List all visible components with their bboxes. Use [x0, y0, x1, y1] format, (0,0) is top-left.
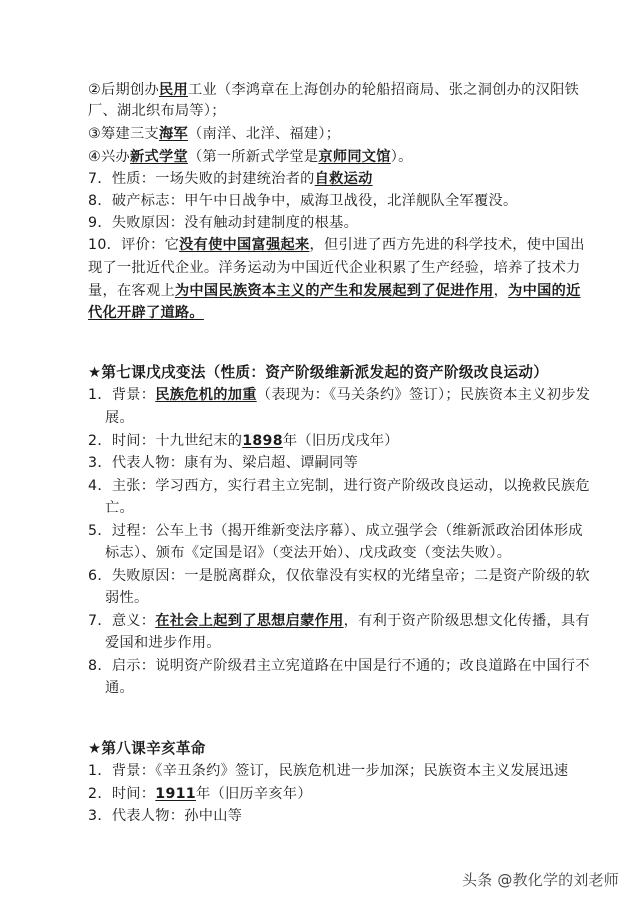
text-line: ②后期创办民用工业（李鸿章在上海创办的轮船招商局、张之洞创办的汉阳铁: [88, 82, 580, 98]
text-line: 5．过程：公车上书（揭开维新变法序幕）、成立强学会（维新派政治团体形成: [88, 523, 583, 539]
text-line: 3．代表人物：孙中山等: [88, 808, 243, 824]
text-line: 亡。: [105, 500, 134, 516]
text-line: 量，在客观上为中国民族资本主义的产生和发展起到了促进作用，为中国的近: [88, 283, 581, 299]
text-line: ③筹建三支海军（南洋、北洋、福建）；: [88, 126, 341, 142]
text-line: 1．背景：《辛丑条约》签订，民族危机进一步加深；民族资本主义发展迅速: [88, 763, 569, 779]
text-line: ④兴办新式学堂（第一所新式学堂是京师同文馆）。: [88, 149, 413, 165]
text-line: 10．评价：它没有使中国富强起来，但引进了西方先进的科学技术，使中国出: [88, 237, 585, 253]
section-heading: ★第七课戊戌变法（性质：资产阶级维新派发起的资产阶级改良运动）: [88, 364, 549, 381]
text-line: 标志）、颁布《定国是诏》（变法开始）、戊戌政变（变法失败）。: [105, 545, 512, 561]
text-line: 厂、湖北织布局等）；: [88, 103, 226, 119]
text-line: 代化开辟了道路。: [88, 305, 204, 321]
source-watermark: 头条 @教化学的刘老师: [462, 871, 619, 889]
text-line: 7．意义：在社会上起到了思想启蒙作用，有利于资产阶级思想文化传播，具有: [88, 613, 590, 629]
text-line: 展。: [105, 410, 134, 426]
text-line: 3．代表人物：康有为、梁启超、谭嗣同等: [88, 455, 359, 471]
text-line: 2．时间：十九世纪末的1898年（旧历戊戌年）: [88, 433, 399, 449]
text-line: 2．时间：1911年（旧历辛亥年）: [88, 786, 312, 802]
text-line: 7．性质：一场失败的封建统治者的自救运动: [88, 171, 373, 187]
text-line: 6．失败原因：一是脱离群众，仅依靠没有实权的光绪皇帝；二是资产阶级的软: [88, 568, 590, 584]
text-line: 8．启示：说明资产阶级君主立宪道路在中国是行不通的；改良道路在中国行不: [88, 658, 590, 674]
text-line: 4．主张：学习西方，实行君主立宪制，进行资产阶级改良运动，以挽救民族危: [88, 478, 590, 494]
text-line: 弱性。: [105, 590, 149, 606]
text-line: 通。: [105, 680, 134, 696]
section-heading: ★第八课辛亥革命: [88, 740, 206, 757]
text-line: 爱国和进步作用。: [105, 635, 221, 651]
text-line: 9．失败原因：没有触动封建制度的根基。: [88, 215, 359, 231]
text-line: 现了一批近代企业。洋务运动为中国近代企业积累了生产经验，培养了技术力: [88, 260, 581, 276]
text-line: 8．破产标志：甲午中日战争中，威海卫战役，北洋舰队全军覆没。: [88, 193, 518, 209]
text-line: 1．背景：民族危机的加重（表现为：《马关条约》签订）；民族资本主义初步发: [88, 387, 591, 403]
